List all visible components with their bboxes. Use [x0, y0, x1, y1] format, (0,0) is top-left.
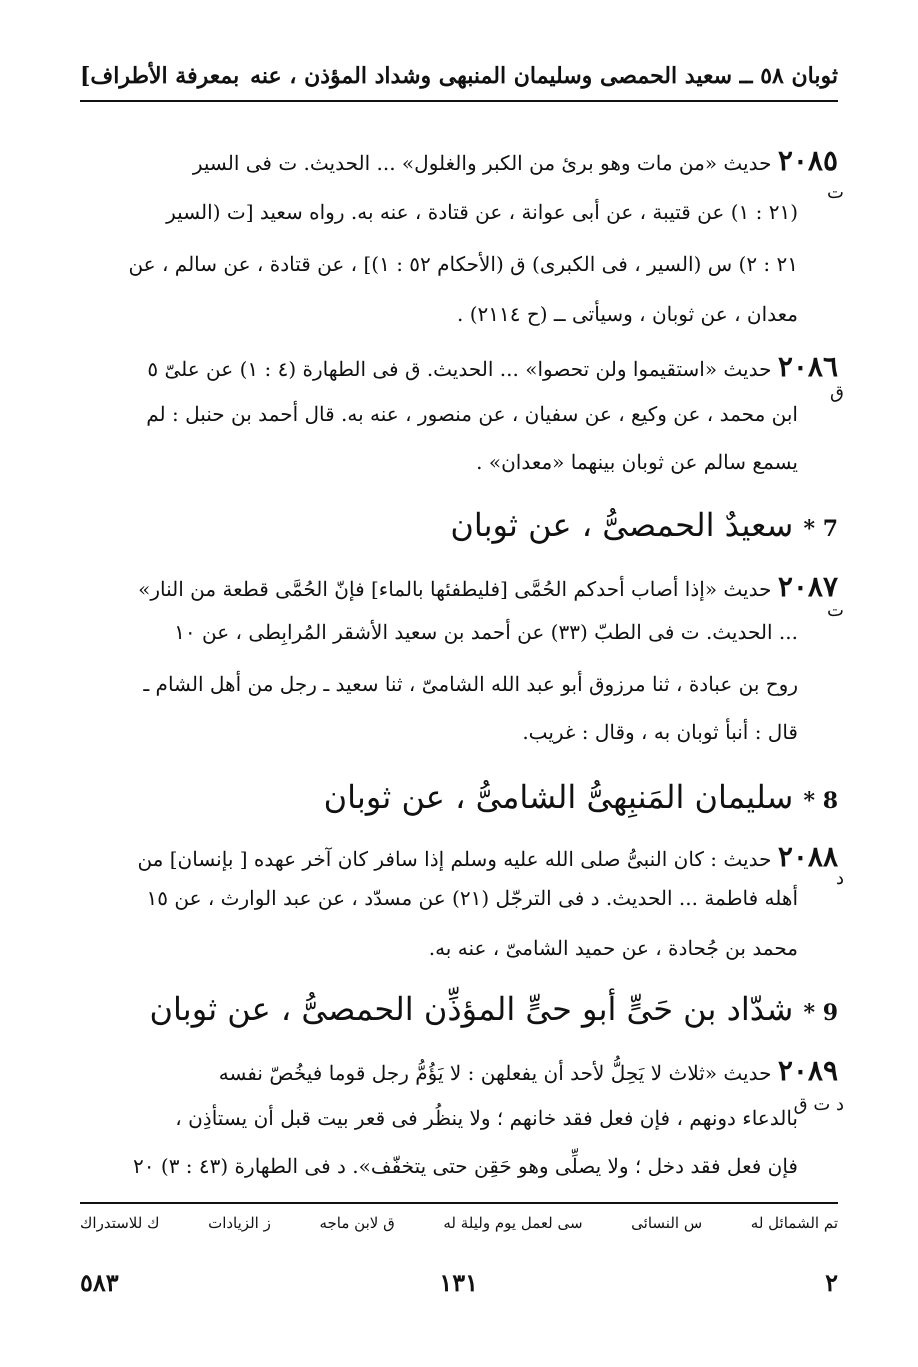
abbreviation-item: س النسائى: [631, 1214, 703, 1232]
entry-number: ٢٠٨٦: [777, 350, 838, 383]
entry-line: بالدعاء دونهم ، فإن فعل فقد خانهم ؛ ولا ينظُر فى قعر بيت قبل أن يستأذِن ،: [175, 1106, 798, 1130]
section-marker: 8 *: [803, 788, 838, 814]
entry-line: روح بن عبادة ، ثنا مرزوق أبو عبد الله الشامىّ ، ثنا سعيد ـ رجل من أهل الشام ـ: [143, 672, 798, 696]
footer-divider: [80, 1202, 838, 1204]
entry-line: معدان ، عن ثوبان ، وسيأتى ــ (ح ٢١١٤) .: [457, 302, 798, 326]
entry-line: حديث «استقيموا ولن تحصوا» ... الحديث. ق فى الطهارة (٤ : ١) عن علىّ ٥: [147, 357, 772, 381]
section-title: سليمان المَنبِهىُّ الشامىُّ ، عن ثوبان: [323, 778, 794, 816]
abbreviation-item: ق لابن ماجه: [319, 1214, 395, 1232]
section-title: سعيدٌ الحمصىُّ ، عن ثوبان: [450, 506, 794, 544]
entry-number: ٢٠٨٨: [777, 840, 838, 873]
volume-number: ٢: [825, 1268, 838, 1297]
entry-line: حديث «إذا أصاب أحدكم الحُمَّى [فليطفئها بالماء] فإنّ الحُمَّى قطعة من النار»: [138, 577, 772, 601]
section-marker: 9 *: [803, 1000, 838, 1026]
entry-line: حديث «ثلاث لا يَحِلُّ لأحد أن يفعلهن : لا يَؤُمُّ رجل قوما فيخُصّ نفسه: [218, 1061, 772, 1085]
abbreviation-item: ز الزيادات: [208, 1214, 271, 1232]
hadith-entry-2087: [80, 566, 844, 756]
header-title: ثوبان ٥٨ ــ سعيد الحمصى وسليمان المنبهى وشداد المؤذن ، عنه: [250, 63, 838, 89]
entry-line: ... الحديث. ت فى الطبّ (٣٣) عن أحمد بن سعيد الأشقر المُرابِطى ، عن ١٠: [174, 620, 798, 644]
abbreviation-item: ك للاستدراك: [80, 1214, 160, 1232]
overall-page-number: ٥٨٣: [80, 1268, 119, 1297]
entry-line: محمد بن جُحادة ، عن حميد الشامىّ ، عنه به.: [428, 936, 798, 960]
entry-number: ٢٠٨٩: [777, 1054, 838, 1087]
hadith-entry-2089: [80, 1050, 844, 1190]
entry-line: حديث : كان النبىُّ صلى الله عليه وسلم إذا سافر كان آخر عهده [ بإنسان] من: [137, 847, 772, 871]
entry-line: حديث «من مات وهو برئ من الكبر والغلول» ... الحديث. ت فى السير: [192, 151, 772, 175]
abbreviation-key: [80, 1214, 838, 1232]
section-marker: 7 *: [803, 516, 838, 542]
section-title: شدّاد بن حَىٍّ أبو حىٍّ المؤذِّن الحمصىُّ ، عن ثوبان: [149, 990, 794, 1028]
entry-sigla: د ت ق: [793, 1094, 844, 1115]
hadith-entry-2088: [80, 836, 844, 976]
entry-line: فإن فعل فقد دخل ؛ ولا يصلِّى وهو حَقِن حتى يتخفّف». د فى الطهارة (٤٣ : ٣) ٢٠: [133, 1154, 798, 1178]
entry-line: أهله فاطمة ... الحديث. د فى الترجّل (٢١) عن مسدّد ، عن عبد الوارث ، عن ١٥: [146, 886, 798, 910]
hadith-entry-2085: [80, 140, 844, 340]
section-heading-7: [80, 506, 838, 544]
hadith-entry-2086: [80, 346, 844, 486]
entry-line: ابن محمد ، عن وكيع ، عن سفيان ، عن منصور ، عنه به. قال أحمد بن حنبل : لم: [146, 402, 798, 426]
entry-sigla: ت: [827, 182, 844, 203]
entry-line: قال : أنبأ ثوبان به ، وقال : غريب.: [522, 720, 798, 744]
entry-sigla: ق: [830, 382, 844, 403]
entry-line: ٢١ : ٢) س (السير ، فى الكبرى) ق (الأحكام ٥٢ : ١)] ، عن قتادة ، عن سالم ، عن: [128, 252, 798, 276]
abbreviation-item: تم الشمائل له: [750, 1214, 838, 1232]
section-heading-9: [80, 990, 838, 1028]
entry-line: (٢١ : ١) عن قتيبة ، عن أبى عوانة ، عن قتادة ، عنه به. رواه سعيد [ت (السير: [166, 200, 798, 224]
entry-line: يسمع سالم عن ثوبان بينهما «معدان» .: [476, 450, 798, 474]
entry-sigla: ت: [827, 600, 844, 621]
entry-number: ٢٠٨٧: [777, 570, 838, 603]
entry-number: ٢٠٨٥: [777, 144, 838, 177]
page-number: ١٣١: [439, 1268, 478, 1297]
header-book-title: بمعرفة الأطراف]: [80, 63, 240, 89]
header-divider: [80, 100, 838, 102]
section-heading-8: [80, 778, 838, 816]
running-header: [80, 56, 838, 96]
abbreviation-item: سى لعمل يوم وليلة له: [443, 1214, 583, 1232]
entry-sigla: د: [835, 868, 844, 889]
